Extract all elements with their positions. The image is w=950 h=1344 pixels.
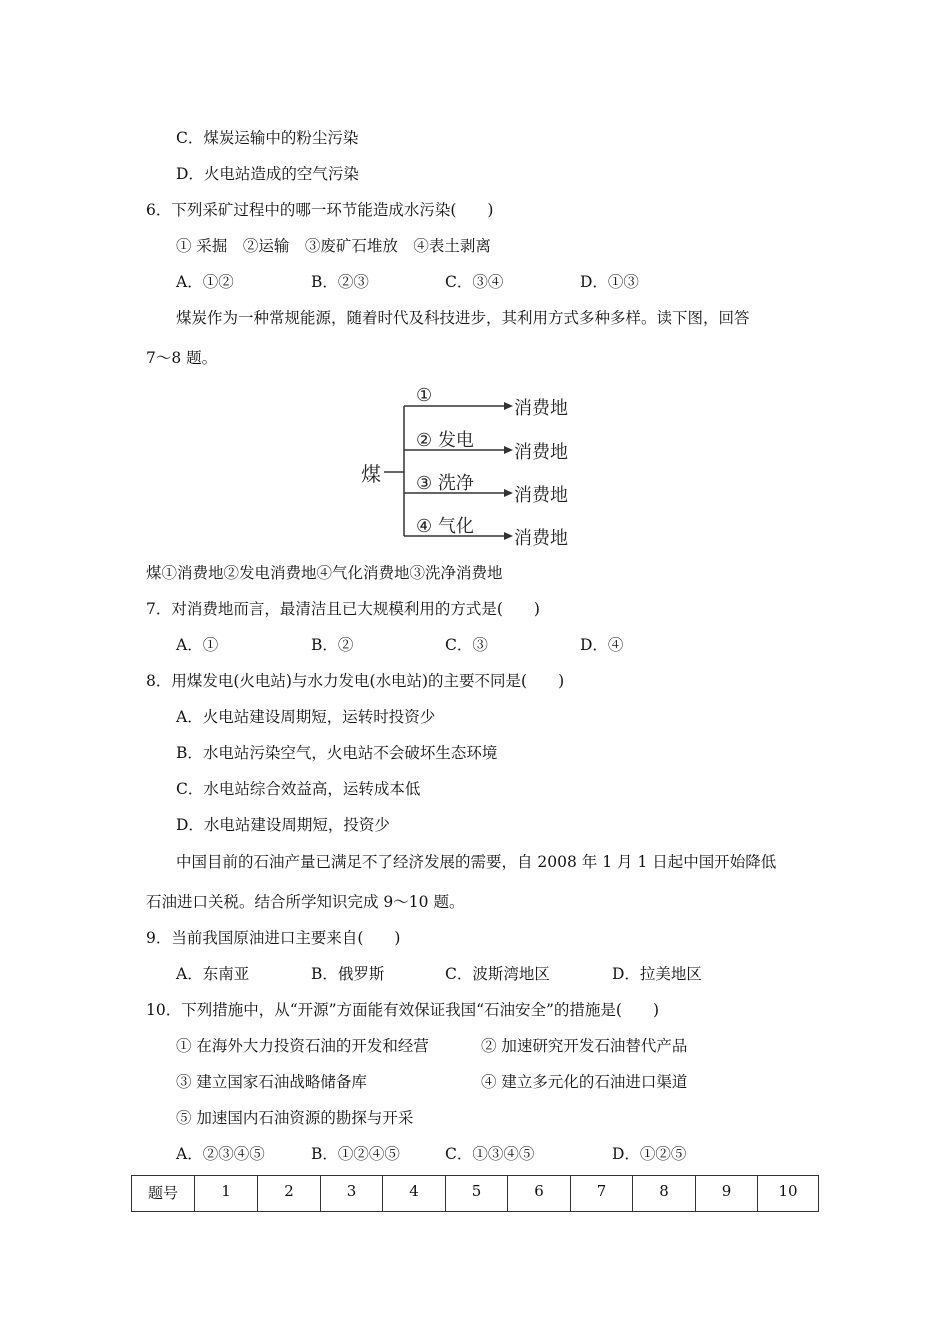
diagram-branch-3 xyxy=(404,473,568,506)
diagram-branch-4 xyxy=(404,516,568,549)
branch-target: 消费地 xyxy=(514,442,568,463)
answer-table xyxy=(131,1175,819,1212)
q8-option-a: A．火电站建设周期短，运转时投资少 xyxy=(176,708,436,726)
q10-item-4: ④ 建立多元化的石油进口渠道 xyxy=(481,1073,688,1091)
table-cell-number: 4 xyxy=(383,1176,446,1212)
table-cell-number: 7 xyxy=(571,1176,633,1212)
branch-label: ② 发电 xyxy=(416,430,474,451)
q9-stem: 9．当前我国原油进口主要来自( ) xyxy=(146,929,401,947)
table-cell-number: 3 xyxy=(321,1176,383,1212)
diagram-branch-2 xyxy=(404,430,568,463)
option-c: C．③④ xyxy=(445,273,504,291)
branch-target: 消费地 xyxy=(514,485,568,506)
q9-10-intro-line1: 中国目前的石油产量已满足不了经济发展的需要，自 2008 年 1 月 1 日起中国开始降低 xyxy=(176,853,777,871)
q8-option-b: B．水电站污染空气，火电站不会破坏生态环境 xyxy=(176,744,498,762)
q10-item-5: ⑤ 加速国内石油资源的勘探与开采 xyxy=(176,1109,414,1127)
table-cell-number: 1 xyxy=(195,1176,258,1212)
option-b: B．②③ xyxy=(311,273,369,291)
diagram-branch-1 xyxy=(404,385,568,419)
q9-10-intro-line2: 石油进口关税。结合所学知识完成 9～10 题。 xyxy=(146,893,465,911)
q5-option-c: C．煤炭运输中的粉尘污染 xyxy=(176,129,359,147)
option-b: B．①②④⑤ xyxy=(311,1145,400,1163)
option-a: A．②③④⑤ xyxy=(176,1145,265,1163)
option-c: C．③ xyxy=(445,636,488,654)
q7-8-intro-line1: 煤炭作为一种常规能源，随着时代及科技进步，其利用方式多种多样。读下图，回答 xyxy=(176,309,750,327)
q6-stem: 6．下列采矿过程中的哪一环节能造成水污染( ) xyxy=(146,201,494,219)
option-b: B．俄罗斯 xyxy=(311,965,385,983)
q8-option-c: C．水电站综合效益高，运转成本低 xyxy=(176,780,421,798)
q10-item-3: ③ 建立国家石油战略储备库 xyxy=(176,1073,367,1091)
option-d: D．①②⑤ xyxy=(612,1145,687,1163)
option-d: D．拉美地区 xyxy=(612,965,702,983)
branch-label: ④ 气化 xyxy=(416,516,474,537)
diagram-caption: 煤①消费地②发电消费地④气化消费地③洗净消费地 xyxy=(146,564,503,582)
option-a: A．① xyxy=(176,636,219,654)
option-c: C．①③④⑤ xyxy=(445,1145,535,1163)
option-c: C．波斯湾地区 xyxy=(445,965,550,983)
option-d: D．④ xyxy=(580,636,624,654)
table-cell-number: 10 xyxy=(758,1176,819,1212)
option-a: A．①② xyxy=(176,273,234,291)
branch-label: ③ 洗净 xyxy=(416,473,474,494)
q10-item-1: ① 在海外大力投资石油的开发和经营 xyxy=(176,1037,429,1055)
q7-stem: 7．对消费地而言，最清洁且已大规模利用的方式是( ) xyxy=(146,600,540,618)
coal-utilization-diagram xyxy=(356,384,584,554)
q6-items: ① 采掘 ②运输 ③废矿石堆放 ④表土剥离 xyxy=(176,237,491,255)
branch-label: ① xyxy=(416,385,433,406)
table-cell-number: 9 xyxy=(696,1176,758,1212)
table-cell-number: 8 xyxy=(633,1176,696,1212)
q7-8-intro-line2: 7～8 题。 xyxy=(146,349,218,367)
q10-item-2: ② 加速研究开发石油替代产品 xyxy=(481,1037,688,1055)
option-d: D．①③ xyxy=(580,273,639,291)
q8-stem: 8．用煤发电(火电站)与水力发电(水电站)的主要不同是( ) xyxy=(146,672,565,690)
q10-stem: 10．下列措施中，从“开源”方面能有效保证我国“石油安全”的措施是( ) xyxy=(146,1001,660,1019)
table-cell-number: 5 xyxy=(446,1176,508,1212)
q8-option-d: D．水电站建设周期短，投资少 xyxy=(176,816,390,834)
table-header-cell: 题号 xyxy=(132,1176,195,1212)
branch-target: 消费地 xyxy=(514,528,568,549)
diagram-source-coal: 煤 xyxy=(361,462,381,486)
table-cell-number: 6 xyxy=(508,1176,571,1212)
option-b: B．② xyxy=(311,636,354,654)
q5-option-d: D．火电站造成的空气污染 xyxy=(176,165,359,183)
table-cell-number: 2 xyxy=(258,1176,321,1212)
branch-target: 消费地 xyxy=(514,398,568,419)
option-a: A．东南亚 xyxy=(176,965,250,983)
table-row xyxy=(132,1176,819,1212)
